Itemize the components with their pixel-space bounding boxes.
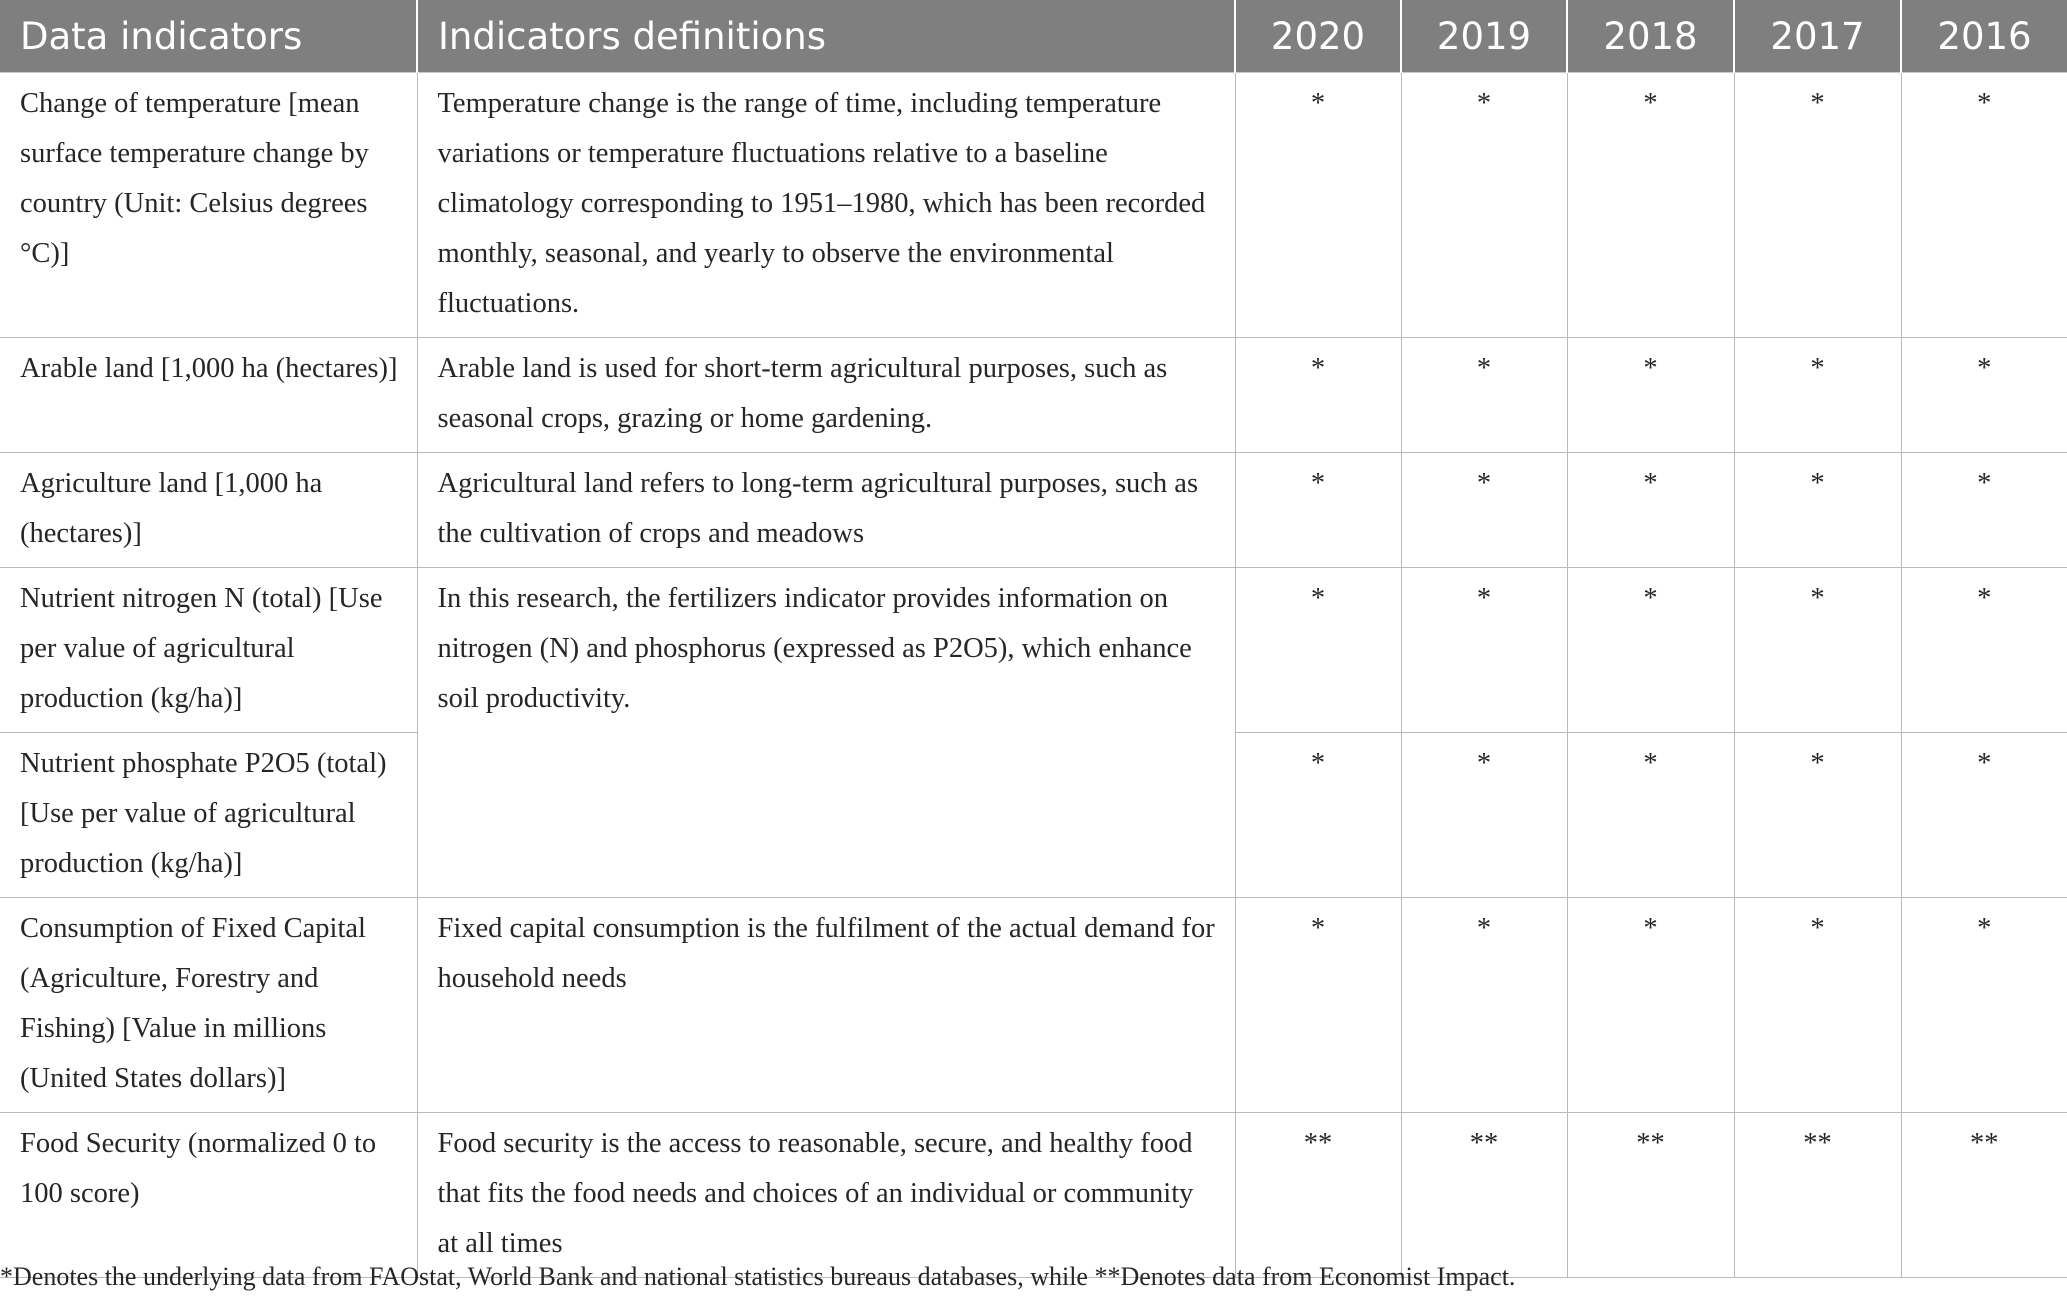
year-mark-cell: * [1901, 568, 2067, 733]
year-mark-cell: * [1235, 453, 1401, 568]
year-mark-cell: ** [1401, 1113, 1567, 1278]
header-indicators-definitions: Indicators definitions [417, 0, 1235, 73]
table-row [0, 453, 2067, 568]
year-mark-cell: * [1401, 338, 1567, 453]
header-year: 2017 [1734, 0, 1901, 73]
year-mark-cell: * [1567, 733, 1734, 898]
year-mark-cell: * [1734, 73, 1901, 338]
year-mark-cell: * [1734, 568, 1901, 733]
definition-cell: Arable land is used for short-term agricultural purposes, such as seasonal crops, grazing or home gardening. [417, 338, 1235, 453]
table-row [0, 338, 2067, 453]
year-mark-cell: * [1901, 733, 2067, 898]
year-mark-cell: * [1567, 898, 1734, 1113]
indicator-cell: Nutrient phosphate P2O5 (total) [Use per value of agricultural production (kg/ha)] [0, 733, 417, 898]
year-mark-cell: ** [1235, 1113, 1401, 1278]
year-mark-cell: * [1401, 733, 1567, 898]
definition-cell: In this research, the fertilizers indicator provides information on nitrogen (N) and phosphorus (expressed as P2O5), which enhance soil productivity. [417, 568, 1235, 898]
indicator-cell: Nutrient nitrogen N (total) [Use per value of agricultural production (kg/ha)] [0, 568, 417, 733]
indicator-cell: Consumption of Fixed Capital (Agriculture, Forestry and Fishing) [Value in millions (United States dollars)] [0, 898, 417, 1113]
indicator-cell: Food Security (normalized 0 to 100 score) [0, 1113, 417, 1278]
year-mark-cell: * [1567, 338, 1734, 453]
year-mark-cell: * [1235, 568, 1401, 733]
header-year: 2016 [1901, 0, 2067, 73]
year-mark-cell: * [1734, 453, 1901, 568]
definition-cell: Agricultural land refers to long-term agricultural purposes, such as the cultivation of crops and meadows [417, 453, 1235, 568]
header-year: 2019 [1401, 0, 1567, 73]
year-mark-cell: * [1901, 898, 2067, 1113]
year-mark-cell: * [1734, 898, 1901, 1113]
definition-cell: Temperature change is the range of time, including temperature variations or temperature fluctuations relative to a baseline climatology corresponding to 1951–1980, which has been recorded monthly, seasonal, and yearly to observe the environmental fluctuations. [417, 73, 1235, 338]
year-mark-cell: * [1235, 733, 1401, 898]
year-mark-cell: * [1567, 453, 1734, 568]
indicator-cell: Agriculture land [1,000 ha (hectares)] [0, 453, 417, 568]
year-mark-cell: * [1734, 338, 1901, 453]
table-row [0, 1113, 2067, 1278]
table-row [0, 568, 2067, 733]
year-mark-cell: * [1901, 73, 2067, 338]
year-mark-cell: * [1567, 568, 1734, 733]
year-mark-cell: * [1901, 338, 2067, 453]
year-mark-cell: * [1235, 73, 1401, 338]
year-mark-cell: ** [1567, 1113, 1734, 1278]
year-mark-cell: * [1235, 898, 1401, 1113]
year-mark-cell: * [1734, 733, 1901, 898]
year-mark-cell: * [1401, 73, 1567, 338]
indicator-cell: Arable land [1,000 ha (hectares)] [0, 338, 417, 453]
year-mark-cell: * [1401, 453, 1567, 568]
header-row [0, 0, 2067, 73]
year-mark-cell: * [1567, 73, 1734, 338]
definition-cell: Fixed capital consumption is the fulfilment of the actual demand for household needs [417, 898, 1235, 1113]
header-year: 2018 [1567, 0, 1734, 73]
table-row [0, 898, 2067, 1113]
table-footnote: *Denotes the underlying data from FAOstat, World Bank and national statistics bureaus databases, while **Denotes data from Economist Impact. [0, 1262, 1516, 1291]
header-year: 2020 [1235, 0, 1401, 73]
year-mark-cell: * [1901, 453, 2067, 568]
year-mark-cell: * [1401, 898, 1567, 1113]
table-row [0, 73, 2067, 338]
indicator-cell: Change of temperature [mean surface temperature change by country (Unit: Celsius degrees °C)] [0, 73, 417, 338]
year-mark-cell: * [1401, 568, 1567, 733]
header-data-indicators: Data indicators [0, 0, 417, 73]
year-mark-cell: * [1235, 338, 1401, 453]
year-mark-cell: ** [1734, 1113, 1901, 1278]
year-mark-cell: ** [1901, 1113, 2067, 1278]
table-header [0, 0, 2067, 73]
definition-cell: Food security is the access to reasonable, secure, and healthy food that fits the food needs and choices of an individual or community at all times [417, 1113, 1235, 1278]
table-body [0, 73, 2067, 1278]
